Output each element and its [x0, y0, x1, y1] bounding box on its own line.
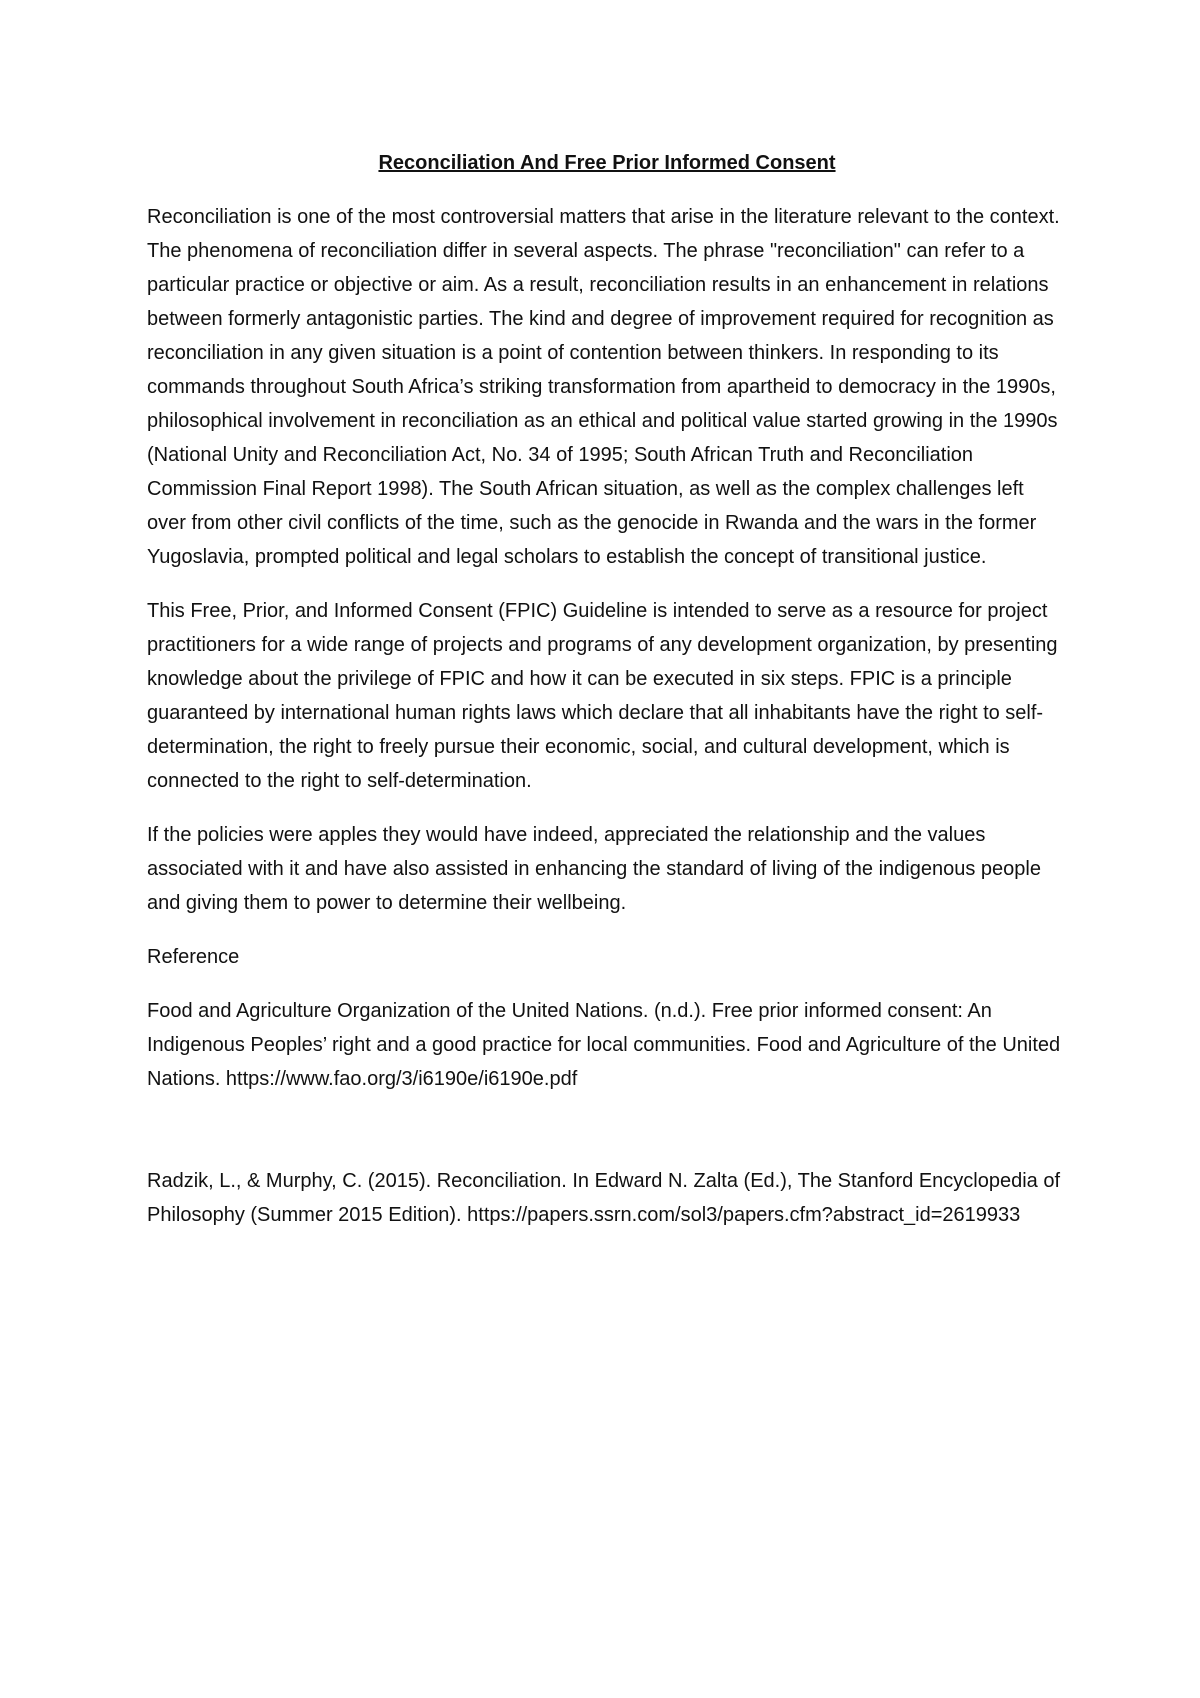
document-title: Reconciliation And Free Prior Informed Consent: [378, 152, 836, 174]
reference-entry-fao: Food and Agriculture Organization of the United Nations. (n.d.). Free prior informed consent: An Indigenous Peoples’ right and a good practice for local communities. Food and Agriculture of the United Nations. https://www.fao.org/3/i6190e/i6190e.pdf: [147, 1000, 1061, 1090]
paragraph-fpic-guideline: This Free, Prior, and Informed Consent (FPIC) Guideline is intended to serve as a resource for project practitioners for a wide range of projects and programs of any development organization, by presenting knowledge about the privilege of FPIC and how it can be executed in six steps. FPIC is a principle guaranteed by international human rights laws which declare that all inhabitants have the right to self-determination, the right to freely pursue their economic, social, and cultural development, which is connected to the right to self-determination.: [147, 600, 1058, 792]
paragraph-policies: If the policies were apples they would have indeed, appreciated the relationship and the values associated with it and have also assisted in enhancing the standard of living of the indigenous people and giving them to power to determine their wellbeing.: [147, 824, 1041, 914]
reference-heading: Reference: [147, 946, 240, 968]
document-body: [147, 146, 1067, 1252]
paragraph-reconciliation: Reconciliation is one of the most controversial matters that arise in the literature relevant to the context. The phenomena of reconciliation differ in several aspects. The phrase "reconciliation" can refer to a particular practice or objective or aim. As a result, reconciliation results in an enhancement in relations between formerly antagonistic parties. The kind and degree of improvement required for recognition as reconciliation in any given situation is a point of contention between thinkers. In responding to its commands throughout South Africa’s striking transformation from apartheid to democracy in the 1990s, philosophical involvement in reconciliation as an ethical and political value started growing in the 1990s (National Unity and Reconciliation Act, No. 34 of 1995; South African Truth and Reconciliation Commission Final Report 1998). The South African situation, as well as the complex challenges left over from other civil conflicts of the time, such as the genocide in Rwanda and the wars in the former Yugoslavia, prompted political and legal scholars to establish the concept of transitional justice.: [147, 206, 1060, 568]
reference-entry-radzik: Radzik, L., & Murphy, C. (2015). Reconciliation. In Edward N. Zalta (Ed.), The Stanford Encyclopedia of Philosophy (Summer 2015 Edition). https://papers.ssrn.com/sol3/papers.cfm?abstract_id=2619933: [147, 1170, 1061, 1226]
